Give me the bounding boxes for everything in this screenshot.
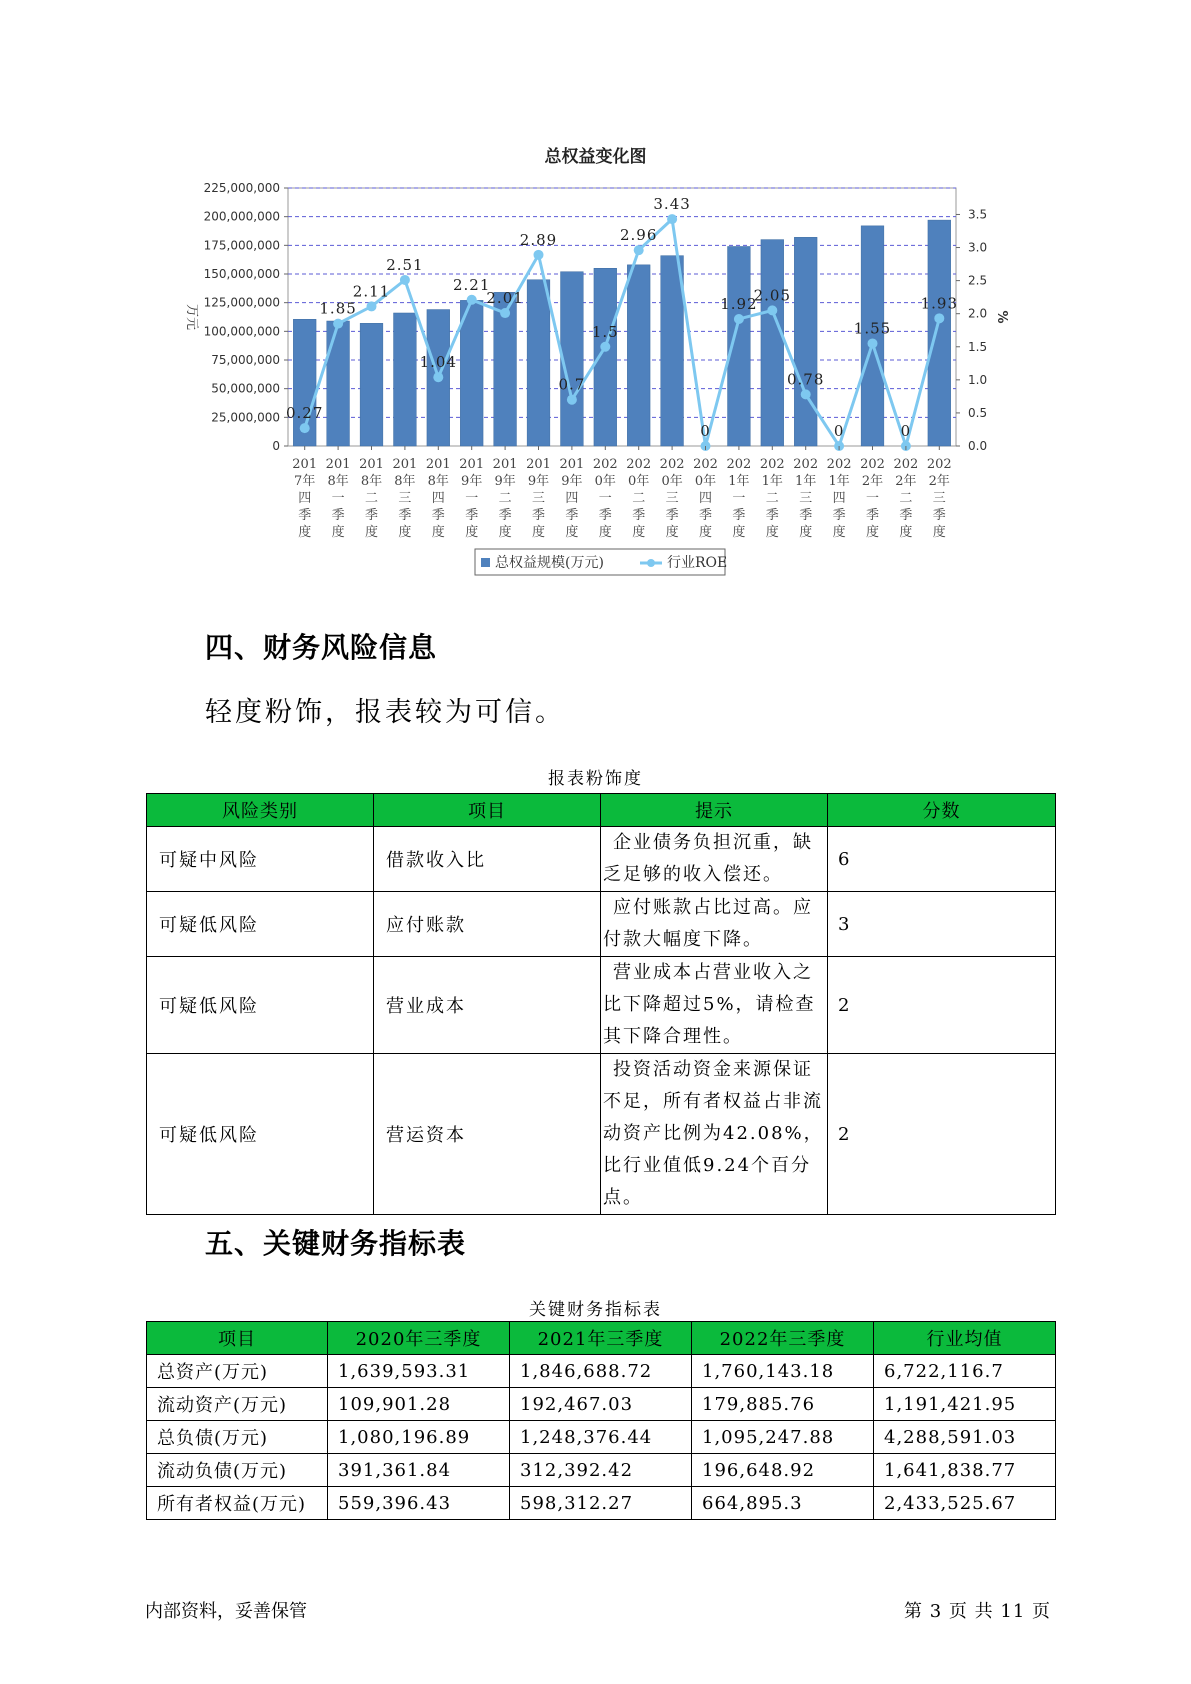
x-tick-label: 度 (698, 525, 713, 540)
y-left-tick-label: 225,000,000 (203, 181, 280, 195)
roe-data-label: 1.55 (853, 319, 892, 338)
table-row (147, 892, 1056, 957)
x-tick-label: 202 (926, 457, 952, 472)
x-tick-label: 201 (425, 457, 451, 472)
roe-data-label: 0 (900, 422, 912, 440)
x-tick-label: 8年 (327, 474, 349, 489)
x-tick-label: 一 (732, 491, 746, 506)
risk-table-caption: 报表粉饰度 (548, 769, 643, 789)
x-tick-label: 二 (364, 491, 379, 506)
x-tick-label: 202 (793, 457, 819, 472)
x-tick-label: 季 (298, 508, 312, 523)
kpi-cell: 109,901.28 (328, 1388, 510, 1421)
x-tick-label: 季 (465, 508, 479, 523)
kpi-cell: 192,467.03 (510, 1388, 692, 1421)
risk-header-category: 风险类别 (147, 794, 374, 827)
y-right-tick-label: 2.0 (968, 306, 988, 321)
risk-score: 6 (828, 827, 1056, 892)
kpi-cell: 流动负债(万元) (147, 1454, 328, 1487)
roe-point (300, 423, 310, 433)
x-tick-label: 四 (431, 491, 445, 506)
roe-data-label: 0.7 (558, 375, 586, 394)
equity-bar (360, 323, 383, 446)
x-tick-label: 201 (492, 457, 518, 472)
roe-point (367, 301, 377, 311)
chart-title: 总权益变化图 (544, 147, 647, 167)
roe-point (433, 372, 443, 382)
y-left-tick-label: 125,000,000 (203, 295, 280, 310)
roe-point (734, 314, 744, 324)
x-tick-label: 8年 (394, 474, 416, 489)
y-right-tick-label: 3.0 (968, 240, 988, 255)
x-tick-label: 202 (860, 457, 885, 472)
roe-data-label: 1.5 (591, 322, 619, 341)
x-tick-label: 度 (565, 525, 579, 540)
roe-data-label: 2.21 (452, 275, 491, 294)
x-tick-label: 201 (526, 457, 551, 472)
x-tick-label: 202 (893, 457, 919, 472)
x-tick-label: 202 (659, 457, 685, 472)
risk-item: 营业成本 (374, 957, 601, 1054)
kpi-cell: 流动资产(万元) (147, 1388, 328, 1421)
equity-bar (928, 220, 951, 446)
kpi-cell: 总负债(万元) (147, 1421, 328, 1454)
roe-data-label: 2.11 (352, 282, 391, 301)
kpi-header-2021q3: 2021年三季度 (510, 1322, 692, 1355)
x-tick-label: 度 (431, 525, 445, 540)
kpi-cell: 1,248,376.44 (510, 1421, 692, 1454)
kpi-cell: 664,895.3 (692, 1487, 874, 1520)
x-tick-label: 季 (598, 508, 612, 523)
kpi-cell: 391,361.84 (328, 1454, 510, 1487)
x-tick-label: 201 (392, 457, 418, 472)
y-left-tick-label: 175,000,000 (203, 238, 280, 253)
x-tick-label: 度 (765, 525, 779, 540)
kpi-cell: 312,392.42 (510, 1454, 692, 1487)
roe-point (467, 295, 477, 305)
x-tick-label: 季 (398, 508, 412, 523)
x-tick-label: 季 (799, 508, 813, 523)
x-tick-label: 季 (431, 508, 445, 523)
x-tick-label: 度 (899, 525, 913, 540)
footer-confidential: 内部资料，妥善保管 (145, 1601, 307, 1622)
x-tick-label: 0年 (661, 474, 683, 489)
roe-data-label: 3.43 (653, 195, 691, 214)
x-tick-label: 度 (799, 525, 813, 540)
roe-data-label: 0.27 (285, 404, 324, 423)
table-row (147, 1355, 1056, 1388)
x-tick-label: 一 (331, 491, 345, 506)
x-tick-label: 201 (459, 457, 485, 472)
risk-hint: 企业债务负担沉重，缺乏足够的收入偿还。 (601, 827, 828, 892)
kpi-header-2022q3: 2022年三季度 (692, 1322, 874, 1355)
table-row (147, 1454, 1056, 1487)
x-tick-label: 季 (498, 508, 512, 523)
x-tick-label: 度 (932, 525, 946, 540)
x-tick-label: 201 (325, 457, 351, 472)
roe-point (500, 308, 510, 318)
roe-point (333, 319, 343, 329)
equity-bar (627, 265, 650, 446)
x-tick-label: 三 (932, 491, 946, 506)
x-tick-label: 202 (759, 457, 785, 472)
y-right-axis-label: % (994, 310, 1009, 324)
x-tick-label: 季 (565, 508, 579, 523)
equity-bar (527, 280, 550, 446)
x-tick-label: 四 (565, 491, 579, 506)
risk-item: 借款收入比 (374, 827, 601, 892)
y-left-tick-label: 25,000,000 (211, 410, 280, 425)
kpi-cell: 2,433,525.67 (874, 1487, 1056, 1520)
risk-score: 2 (828, 1054, 1056, 1215)
risk-hint: 投资活动资金来源保证不足，所有者权益占非流动资产比例为42.08%，比行业值低9.24个百分点。 (601, 1054, 828, 1215)
section4-summary: 轻度粉饰，报表较为可信。 (205, 697, 565, 728)
kpi-cell: 1,641,838.77 (874, 1454, 1056, 1487)
x-tick-label: 度 (665, 525, 679, 540)
x-tick-label: 9年 (494, 474, 516, 489)
legend-line-label: 行业ROE (667, 555, 728, 571)
roe-data-label: 2.05 (753, 286, 792, 305)
roe-data-label: 1.85 (319, 299, 357, 318)
roe-point (934, 313, 944, 323)
x-tick-label: 0年 (694, 474, 717, 489)
x-tick-label: 度 (732, 525, 746, 540)
y-right-tick-label: 0.0 (968, 439, 988, 453)
x-tick-label: 三 (398, 491, 412, 506)
x-tick-label: 度 (465, 525, 479, 540)
kpi-cell: 1,095,247.88 (692, 1421, 874, 1454)
x-tick-label: 202 (693, 457, 718, 472)
y-left-tick-label: 150,000,000 (203, 267, 280, 281)
y-left-tick-label: 200,000,000 (203, 209, 280, 224)
y-left-tick-label: 50,000,000 (211, 381, 280, 396)
y-left-axis-label: 万元 (184, 303, 199, 331)
equity-chart (0, 170, 1191, 590)
equity-bar (761, 240, 784, 446)
x-tick-label: 9年 (527, 474, 550, 489)
x-tick-label: 202 (592, 457, 618, 472)
risk-item: 营运资本 (374, 1054, 601, 1215)
x-tick-label: 季 (665, 508, 679, 523)
x-tick-label: 201 (559, 457, 585, 472)
risk-table (146, 793, 1056, 1215)
legend-bar-swatch (481, 558, 490, 567)
equity-bar (327, 321, 350, 446)
x-tick-label: 季 (732, 508, 746, 523)
roe-point (567, 395, 577, 405)
table-row (147, 1487, 1056, 1520)
x-tick-label: 2年 (861, 474, 884, 489)
x-tick-label: 季 (364, 508, 379, 523)
risk-header-hint: 提示 (601, 794, 828, 827)
x-tick-label: 度 (832, 525, 846, 540)
risk-item: 应付账款 (374, 892, 601, 957)
x-tick-label: 四 (298, 491, 312, 506)
kpi-cell: 1,846,688.72 (510, 1355, 692, 1388)
x-tick-label: 四 (832, 491, 846, 506)
x-tick-label: 一 (865, 491, 880, 506)
x-tick-label: 度 (398, 525, 412, 540)
roe-data-label: 2.51 (386, 255, 424, 274)
x-tick-label: 1年 (761, 474, 783, 489)
table-row (147, 1054, 1056, 1215)
risk-table-header (147, 794, 1056, 827)
x-tick-label: 201 (359, 457, 384, 472)
equity-bar (460, 300, 483, 446)
x-tick-label: 三 (799, 491, 813, 506)
x-tick-label: 一 (598, 491, 612, 506)
x-tick-label: 季 (932, 508, 946, 523)
table-row (147, 827, 1056, 892)
risk-category: 可疑低风险 (147, 1054, 374, 1215)
equity-bar (394, 313, 417, 446)
y-right-tick-label: 2.5 (968, 273, 988, 288)
y-left-tick-label: 0 (272, 439, 280, 453)
x-tick-label: 0年 (628, 474, 650, 489)
kpi-cell: 1,639,593.31 (328, 1355, 510, 1388)
x-tick-label: 季 (698, 508, 713, 523)
legend-bar-label: 总权益规模(万元) (495, 555, 604, 571)
x-tick-label: 度 (598, 525, 612, 540)
table-row (147, 1388, 1056, 1421)
x-tick-label: 1年 (795, 474, 817, 489)
y-left-tick-label: 75,000,000 (211, 353, 280, 367)
x-tick-label: 二 (899, 491, 913, 506)
roe-data-label: 1.04 (419, 353, 458, 372)
kpi-cell: 598,312.27 (510, 1487, 692, 1520)
x-tick-label: 季 (899, 508, 913, 523)
risk-score: 3 (828, 892, 1056, 957)
x-tick-label: 2年 (895, 474, 917, 489)
table-row (147, 1421, 1056, 1454)
kpi-cell: 1,760,143.18 (692, 1355, 874, 1388)
x-tick-label: 季 (331, 508, 345, 523)
equity-bar (794, 237, 817, 446)
risk-category: 可疑中风险 (147, 827, 374, 892)
roe-point (600, 342, 610, 352)
roe-point (801, 389, 811, 399)
x-tick-label: 季 (865, 508, 880, 523)
x-tick-label: 季 (632, 508, 646, 523)
risk-header-item: 项目 (374, 794, 601, 827)
roe-data-label: 0 (700, 422, 711, 440)
kpi-cell: 总资产(万元) (147, 1355, 328, 1388)
kpi-cell: 559,396.43 (328, 1487, 510, 1520)
roe-data-label: 2.96 (619, 226, 658, 245)
kpi-table-caption: 关键财务指标表 (529, 1300, 662, 1320)
x-tick-label: 度 (298, 525, 312, 540)
equity-bar (661, 256, 684, 446)
x-tick-label: 8年 (360, 474, 383, 489)
kpi-cell: 179,885.76 (692, 1388, 874, 1421)
kpi-header-industry-avg: 行业均值 (874, 1322, 1056, 1355)
x-tick-label: 三 (531, 491, 546, 506)
section5-heading: 五、关键财务指标表 (205, 1227, 467, 1260)
risk-hint: 应付账款占比过高。应付款大幅度下降。 (601, 892, 828, 957)
x-tick-label: 度 (331, 525, 345, 540)
x-tick-label: 9年 (561, 474, 583, 489)
x-tick-label: 季 (765, 508, 779, 523)
roe-point (400, 275, 410, 285)
risk-category: 可疑低风险 (147, 957, 374, 1054)
roe-data-label: 0.78 (786, 370, 825, 389)
kpi-header-2020q3: 2020年三季度 (328, 1322, 510, 1355)
roe-data-label: 1.92 (720, 294, 758, 313)
x-tick-label: 202 (826, 457, 852, 472)
risk-hint: 营业成本占营业收入之比下降超过5%，请检查其下降合理性。 (601, 957, 828, 1054)
legend-line-marker (647, 559, 655, 567)
y-right-tick-label: 0.5 (968, 405, 988, 420)
x-tick-label: 度 (498, 525, 512, 540)
x-tick-label: 二 (498, 491, 512, 506)
x-tick-label: 度 (364, 525, 379, 540)
x-tick-label: 四 (698, 491, 713, 506)
y-right-tick-label: 1.0 (968, 372, 988, 387)
kpi-cell: 6,722,116.7 (874, 1355, 1056, 1388)
roe-data-label: 2.89 (519, 230, 558, 249)
x-tick-label: 度 (632, 525, 646, 540)
kpi-table-header (147, 1322, 1056, 1355)
kpi-cell: 4,288,591.03 (874, 1421, 1056, 1454)
section4-heading: 四、财务风险信息 (205, 631, 438, 664)
x-tick-label: 二 (765, 491, 779, 506)
x-tick-label: 季 (531, 508, 546, 523)
footer-page-number: 第 3 页 共 11 页 (904, 1601, 1051, 1622)
roe-data-label: 0 (833, 422, 845, 440)
roe-point (634, 245, 644, 255)
table-row (147, 957, 1056, 1054)
x-tick-label: 一 (465, 491, 479, 506)
x-tick-label: 9年 (461, 474, 483, 489)
x-tick-label: 三 (665, 491, 679, 506)
x-tick-label: 1年 (828, 474, 850, 489)
x-tick-label: 1年 (728, 474, 750, 489)
roe-point (534, 250, 544, 260)
roe-data-label: 2.01 (486, 289, 524, 308)
x-tick-label: 度 (865, 525, 880, 540)
x-tick-label: 二 (632, 491, 646, 506)
x-tick-label: 202 (626, 457, 652, 472)
x-tick-label: 0年 (594, 474, 616, 489)
x-tick-label: 8年 (427, 474, 449, 489)
risk-header-score: 分数 (828, 794, 1056, 827)
roe-point (667, 214, 677, 224)
kpi-table (146, 1321, 1056, 1520)
x-tick-label: 2年 (928, 474, 950, 489)
roe-point (767, 305, 777, 315)
kpi-cell: 1,191,421.95 (874, 1388, 1056, 1421)
x-tick-label: 季 (832, 508, 846, 523)
risk-category: 可疑低风险 (147, 892, 374, 957)
y-right-tick-label: 1.5 (968, 339, 988, 354)
roe-point (868, 338, 878, 348)
x-tick-label: 202 (726, 457, 752, 472)
kpi-cell: 1,080,196.89 (328, 1421, 510, 1454)
x-tick-label: 度 (531, 525, 546, 540)
x-tick-label: 7年 (294, 474, 316, 489)
risk-score: 2 (828, 957, 1056, 1054)
x-tick-label: 201 (292, 457, 318, 472)
kpi-header-item: 项目 (147, 1322, 328, 1355)
kpi-cell: 所有者权益(万元) (147, 1487, 328, 1520)
kpi-cell: 196,648.92 (692, 1454, 874, 1487)
y-left-tick-label: 100,000,000 (203, 324, 280, 339)
y-right-tick-label: 3.5 (968, 207, 988, 222)
roe-data-label: 1.93 (920, 294, 959, 313)
